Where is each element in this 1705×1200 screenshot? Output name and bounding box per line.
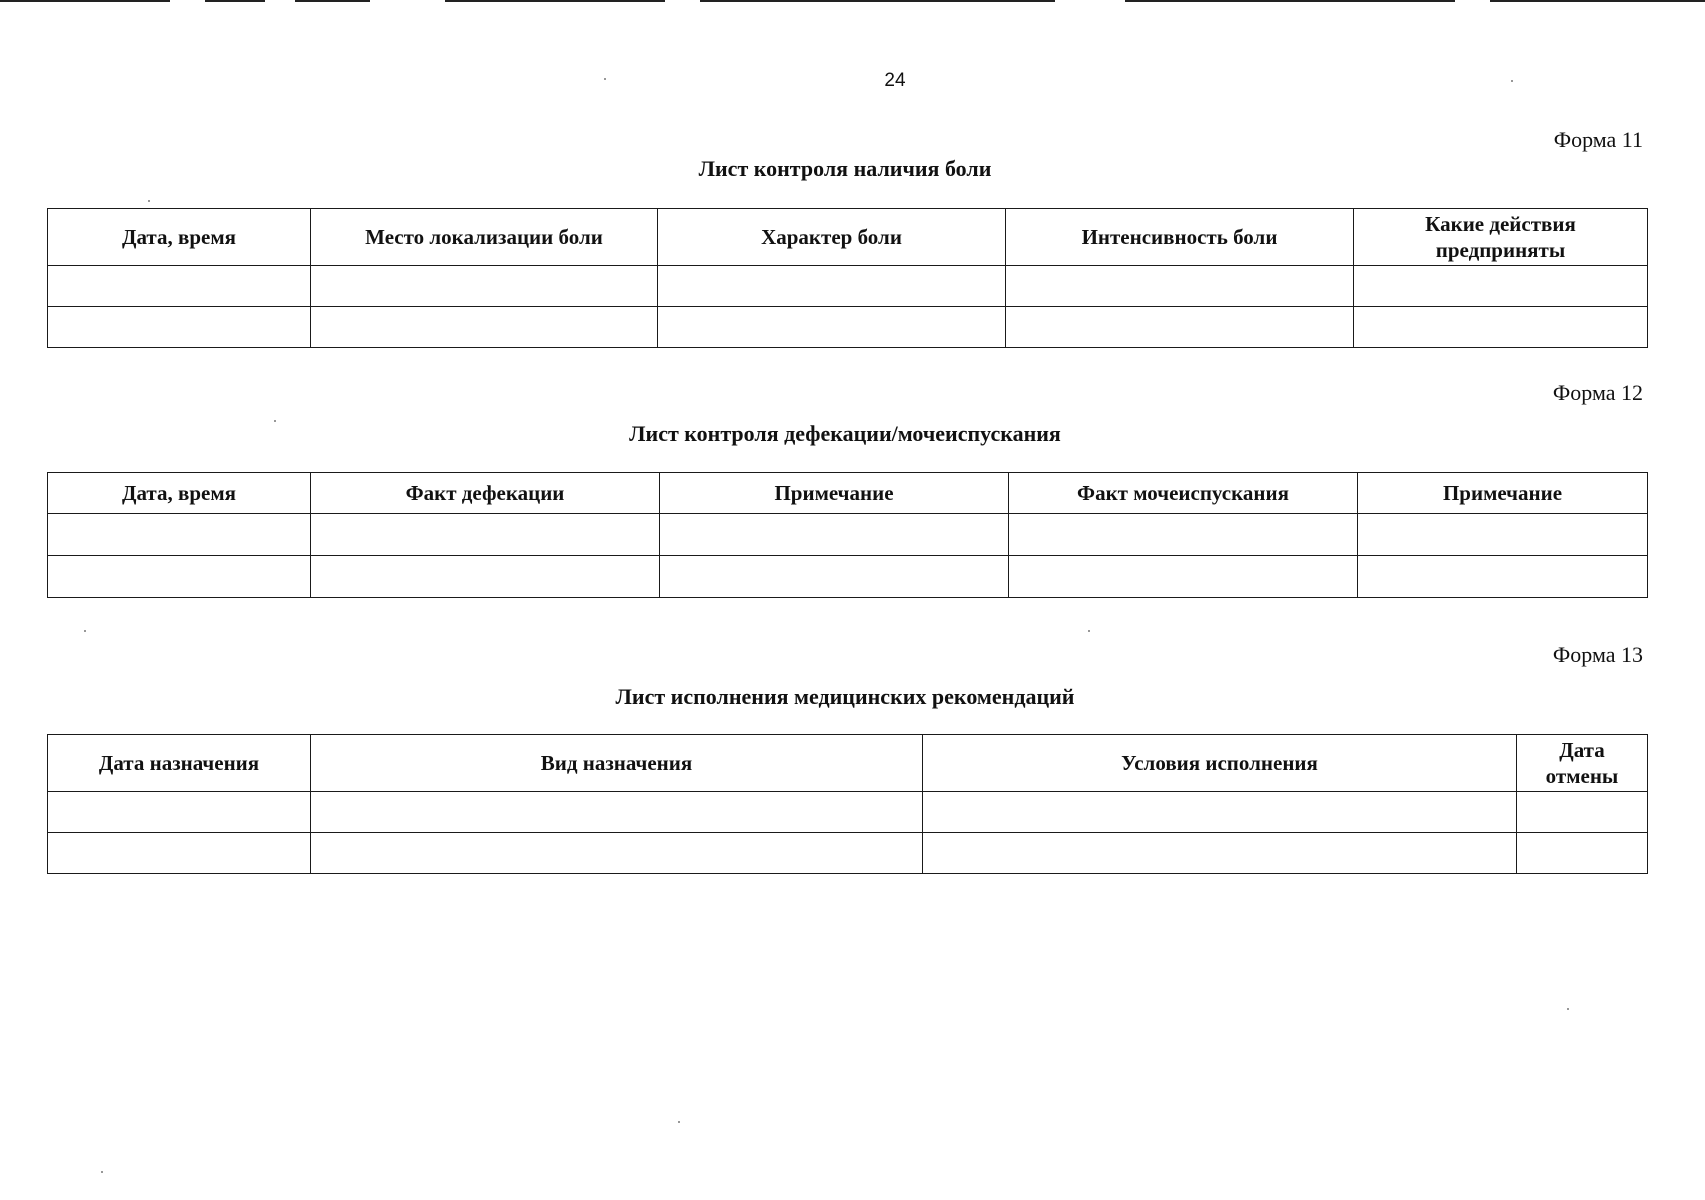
table-cell[interactable] <box>48 833 311 874</box>
scan-edge-line <box>0 0 170 2</box>
table-row <box>48 556 1648 598</box>
table-cell[interactable] <box>923 833 1517 874</box>
table-header-row <box>48 473 1648 514</box>
scan-speck <box>604 78 606 80</box>
table-cell[interactable] <box>1358 514 1648 556</box>
scan-edge-line <box>445 0 665 2</box>
table-row <box>48 792 1648 833</box>
scan-edge-line <box>295 0 370 2</box>
table-cell[interactable] <box>1358 556 1648 598</box>
scan-speck <box>678 1121 680 1123</box>
column-header-note: Примечание <box>660 473 1009 514</box>
table-cell[interactable] <box>48 266 311 307</box>
table-cell[interactable] <box>48 556 311 598</box>
column-header-date-time: Дата, время <box>48 473 311 514</box>
scan-speck <box>1511 80 1513 82</box>
pain-control-table <box>47 208 1648 348</box>
table-cell[interactable] <box>48 514 311 556</box>
table-cell[interactable] <box>660 514 1009 556</box>
table-row <box>48 514 1648 556</box>
scan-speck <box>274 420 276 422</box>
table-cell[interactable] <box>1009 556 1358 598</box>
column-header-pain-location: Место локализации боли <box>311 209 658 266</box>
table-cell[interactable] <box>311 514 660 556</box>
table-cell[interactable] <box>1517 792 1648 833</box>
scan-edge-line <box>1490 0 1705 2</box>
form-12-label: Форма 12 <box>1552 380 1643 405</box>
scan-edge-line <box>205 0 265 2</box>
table-cell[interactable] <box>311 792 923 833</box>
column-header-prescription-type: Вид назначения <box>311 735 923 792</box>
table-cell[interactable] <box>311 266 658 307</box>
column-header-prescription-date: Дата назначения <box>48 735 311 792</box>
table-cell[interactable] <box>923 792 1517 833</box>
scan-speck <box>1088 630 1090 632</box>
table-cell[interactable] <box>1517 833 1648 874</box>
page-number: 24 <box>884 70 906 91</box>
table-header-row <box>48 209 1648 266</box>
table-cell[interactable] <box>311 833 923 874</box>
form-11-label: Форма 11 <box>1553 127 1643 152</box>
table-cell[interactable] <box>658 307 1006 348</box>
form-13-label: Форма 13 <box>1552 642 1643 667</box>
table-row <box>48 833 1648 874</box>
column-header-date-time: Дата, время <box>48 209 311 266</box>
column-header-urination-fact: Факт мочеиспускания <box>1009 473 1358 514</box>
form-11-title: Лист контроля наличия боли <box>698 156 992 181</box>
table-cell[interactable] <box>658 266 1006 307</box>
form-13-title: Лист исполнения медицинских рекомендаций <box>615 684 1075 709</box>
table-header-row <box>48 735 1648 792</box>
table-cell[interactable] <box>311 556 660 598</box>
table-cell[interactable] <box>1009 514 1358 556</box>
scan-edge-line <box>1125 0 1455 2</box>
scan-speck <box>1567 1008 1569 1010</box>
table-cell[interactable] <box>1006 307 1354 348</box>
table-cell[interactable] <box>48 792 311 833</box>
table-row <box>48 307 1648 348</box>
table-cell[interactable] <box>1006 266 1354 307</box>
table-row <box>48 266 1648 307</box>
scan-speck <box>84 630 86 632</box>
column-header-pain-character: Характер боли <box>658 209 1006 266</box>
medical-recommendations-table <box>47 734 1648 874</box>
table-cell[interactable] <box>48 307 311 348</box>
scan-edge-line <box>700 0 1055 2</box>
form-12-title: Лист контроля дефекации/мочеиспускания <box>629 421 1061 446</box>
column-header-defecation-fact: Факт дефекации <box>311 473 660 514</box>
table-cell[interactable] <box>660 556 1009 598</box>
column-header-cancellation-date: Дата отмены <box>1517 735 1648 792</box>
column-header-note: Примечание <box>1358 473 1648 514</box>
defecation-urination-control-table <box>47 472 1648 598</box>
column-header-pain-intensity: Интенсивность боли <box>1006 209 1354 266</box>
table-cell[interactable] <box>1354 266 1648 307</box>
table-cell[interactable] <box>311 307 658 348</box>
scan-speck <box>101 1171 103 1173</box>
table-cell[interactable] <box>1354 307 1648 348</box>
column-header-actions-taken: Какие действия предприняты <box>1354 209 1648 266</box>
column-header-execution-conditions: Условия исполнения <box>923 735 1517 792</box>
scan-speck <box>148 200 150 202</box>
